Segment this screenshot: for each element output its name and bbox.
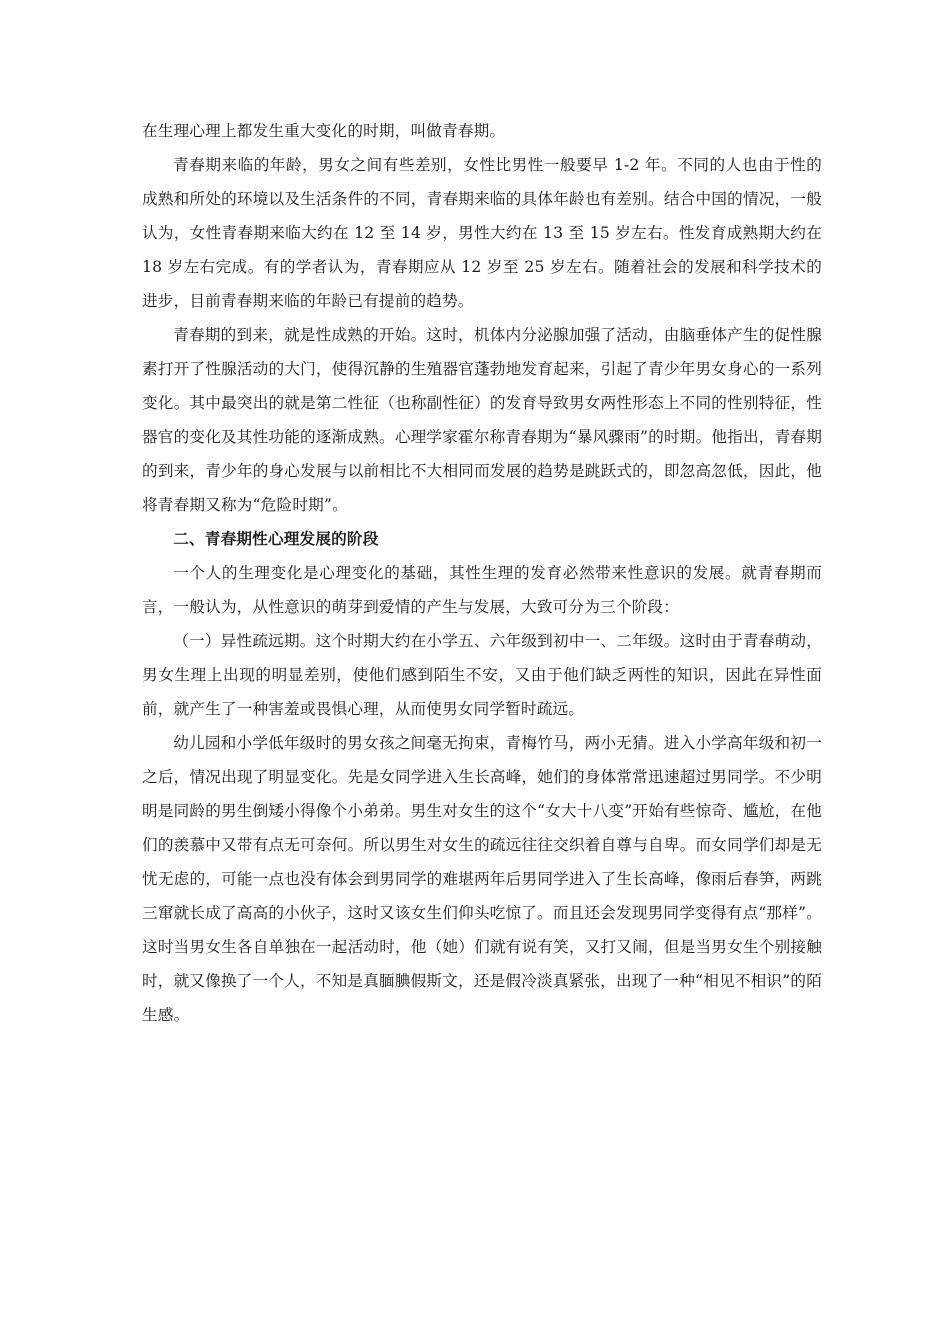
section-heading: 二、青春期性心理发展的阶段 bbox=[173, 530, 379, 548]
document-body bbox=[142, 114, 822, 1032]
paragraph-stage-one-detail: 幼儿园和小学低年级时的男女孩之间毫无拘束，青梅竹马，两小无猜。进入小学高年级和初一之后，情况出现了明显变化。先是女同学进入生长高峰，她们的身体常常迅速超过男同学。不少明明是同龄的男生倒矮小得像个小弟弟。男生对女生的这个“女大十八变”开始有些惊奇、尴尬，在他们的羡慕中又带有点无可奈何。所以男生对女生的疏远往往交织着自尊与自卑。而女同学们却是无忧无虑的，可能一点也没有体会到男同学的难堪两年后男同学进入了生长高峰，像雨后春笋，两跳三窜就长成了高高的小伙子，这时又该女生们仰头吃惊了。而且还会发现男同学变得有点“那样”。这时当男女生各自单独在一起活动时，他（她）们就有说有笑，又打又闹，但是当男女生个别接触时，就又像换了一个人，不知是真腼腆假斯文，还是假冷淡真紧张，出现了一种“相见不相识”的陌生感。 bbox=[142, 734, 822, 1024]
paragraph-continued: 在生理心理上都发生重大变化的时期，叫做青春期。 bbox=[142, 122, 506, 140]
paragraph-stages-intro: 一个人的生理变化是心理变化的基础，其性生理的发育必然带来性意识的发展。就青春期而言，一般认为，从性意识的萌芽到爱情的产生与发展，大致可分为三个阶段： bbox=[142, 564, 822, 616]
paragraph-puberty-age: 青春期来临的年龄，男女之间有些差别，女性比男性一般要早 1-2 年。不同的人也由于性的成熟和所处的环境以及生活条件的不同，青春期来临的具体年龄也有差别。结合中国的情况，一般认为，女性青春期来临大约在 12 至 14 岁，男性大约在 13 至 15 岁左右。性发育成熟期大约在 18 岁左右完成。有的学者认为，青春期应从 12 岁至 25 岁左右。随着社会的发展和科学技术的进步，目前青春期来临的年龄已有提前的趋势。 bbox=[142, 156, 822, 310]
paragraph-stage-one: （一）异性疏远期。这个时期大约在小学五、六年级到初中一、二年级。这时由于青春萌动，男女生理上出现的明显差别，使他们感到陌生不安，又由于他们缺乏两性的知识，因此在异性面前，就产生了一种害羞或畏惧心理，从而使男女同学暂时疏远。 bbox=[142, 632, 822, 718]
paragraph-puberty-onset: 青春期的到来，就是性成熟的开始。这时，机体内分泌腺加强了活动，由脑垂体产生的促性腺素打开了性腺活动的大门，使得沉静的生殖器官蓬勃地发育起来，引起了青少年男女身心的一系列变化。其中最突出的就是第二性征（也称副性征）的发育导致男女两性形态上不同的性别特征，性器官的变化及其性功能的逐渐成熟。心理学家霍尔称青春期为“暴风骤雨”的时期。他指出，青春期的到来，青少年的身心发展与以前相比不大相同而发展的趋势是跳跃式的，即忽高忽低，因此，他将青春期又称为“危险时期”。 bbox=[142, 326, 822, 514]
